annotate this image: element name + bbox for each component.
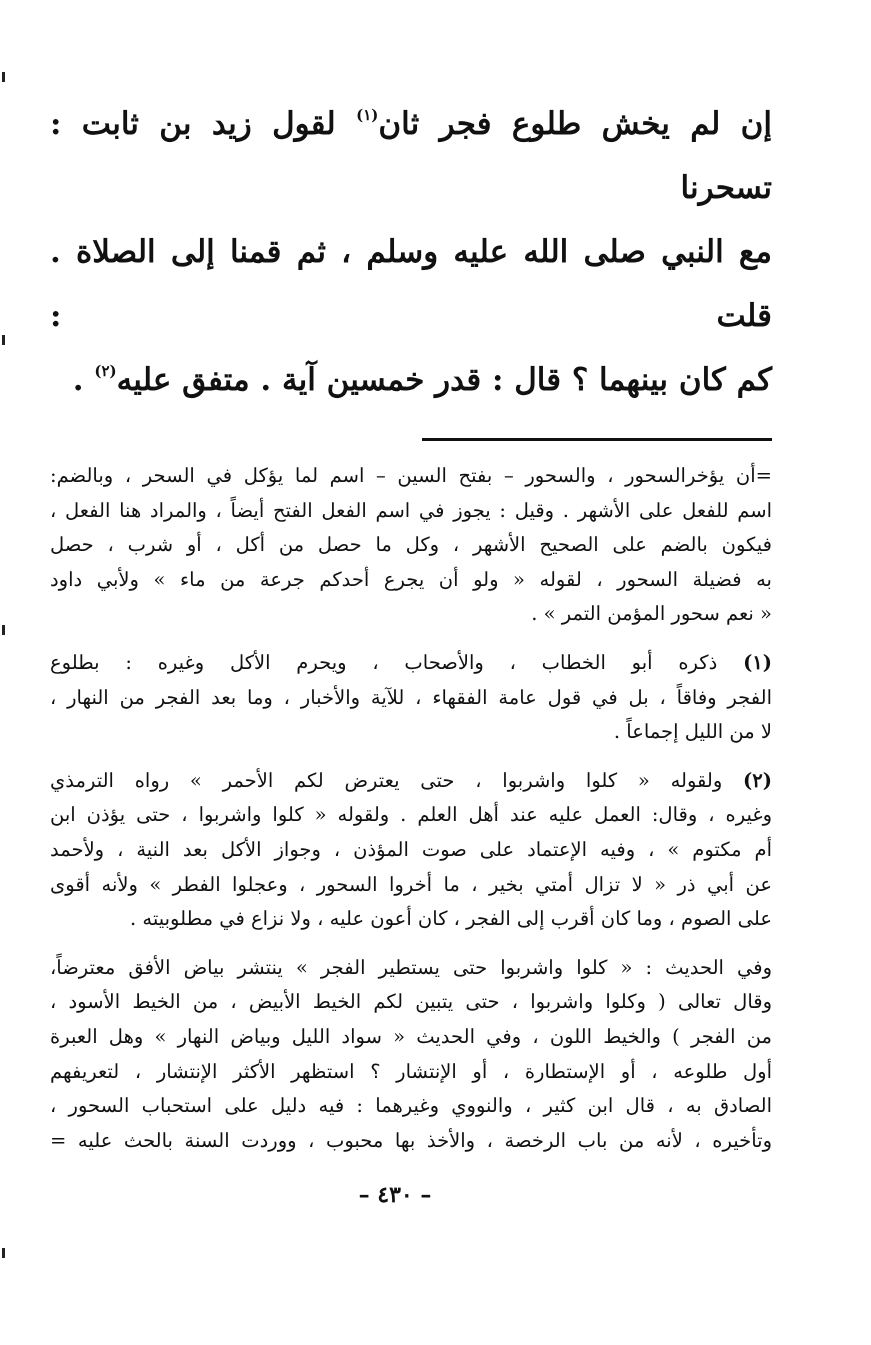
footnote-ref-1: (١) <box>356 106 379 124</box>
main-line-2: مع النبي صلى الله عليه وسلم ، ثم قمنا إلى الصلاة . قلت : <box>50 234 772 334</box>
margin-mark-bottom <box>2 1248 5 1258</box>
footnote-ref-2: (٢) <box>94 362 117 380</box>
footnote-2-continued: وفي الحديث : « كلوا واشربوا حتى يستطير الفجر » ينتشر بياض الأفق معترضاً، وقال تعالى ( وكلوا واشربوا ، حتى يتبين لكم الخيط الأبيض ، من الخيط الأسود ، من الفجر ) والخيط اللون ، وفي الحديث « سواد الليل وبياض النهار » وهل العبرة أول طلوعه ، أو الإستطارة ، أو الإنتشار ؟ استظهر الأكثر الإنتشار ، لتعريفهم الصادق به ، قال ابن كثير ، والنووي وغيرهما : فيه دليل على استحباب السحور ، وتأخيره ، لأنه من باب الرخصة ، والأخذ بها محبوب ، ووردت السنة بالحث عليه = <box>50 955 772 1152</box>
page-body <box>50 92 772 1172</box>
margin-mark-middle <box>2 335 5 345</box>
footnote-1-number: (١) <box>743 650 773 674</box>
footnotes <box>50 459 772 1158</box>
main-line-1: إن لم يخش طلوع فجر ثان$^{(١)}$ لقول زيد بن ثابت : تسحرنا <box>50 106 773 206</box>
footnote-2-number: (٢) <box>743 768 772 792</box>
footnote-2: (٢) ولقوله « كلوا واشربوا ، حتى يعترض لكم الأحمر » رواه الترمذي وغيره ، وقال: العمل عليه عند أهل العلم . ولقوله « كلوا واشربوا ، حتى يؤذن ابن أم مكتوم » ، وفيه الإعتماد على صوت المؤذن ، وجواز الأكل بعد النية ، ولأحمد عن أبي ذر « لا تزال أمتي بخير ، ما أخروا السحور ، وعجلوا الفطر » ولأنه أقوى على الصوم ، وما كان أقرب إلى الفجر ، كان أعون عليه ، ولا نزاع في مطلوبيته . <box>50 768 772 931</box>
main-line-3: كم كان بينهما ؟ قال : قدر خمسين آية . متفق عليه$^{(٢)}$ . <box>72 362 772 398</box>
main-text <box>50 92 772 412</box>
footnote-continued: =أن يؤخرالسحور ، والسحور – بفتح السين – اسم لما يؤكل في السحر ، وبالضم: اسم للفعل على الأشهر . وقيل : يجوز في اسم الفعل الفتح أيضاً ، والمراد هنا الفعل ، فيكون بالضم على الصحيح الأشهر ، وكل ما حصل من أكل ، أو شرب ، حصل به فضيلة السحور ، لقوله « ولو أن يجرع أحدكم جرعة من ماء » ولأبي داود « نعم سحور المؤمن التمر » . <box>50 464 772 626</box>
main-paragraph <box>50 92 772 412</box>
page-number: – ٤٣٠ – <box>358 1182 432 1208</box>
footnote-separator <box>422 438 772 441</box>
margin-mark-lower <box>2 625 5 635</box>
footnote-1: (١) ذكره أبو الخطاب ، والأصحاب ، ويحرم الأكل وغيره : بطلوع الفجر وفاقاً ، بل في قول عامة الفقهاء ، للآية والأخبار ، وما بعد الفجر من النهار ، لا من الليل إجماعاً . <box>50 650 773 744</box>
margin-mark-top <box>2 72 5 82</box>
